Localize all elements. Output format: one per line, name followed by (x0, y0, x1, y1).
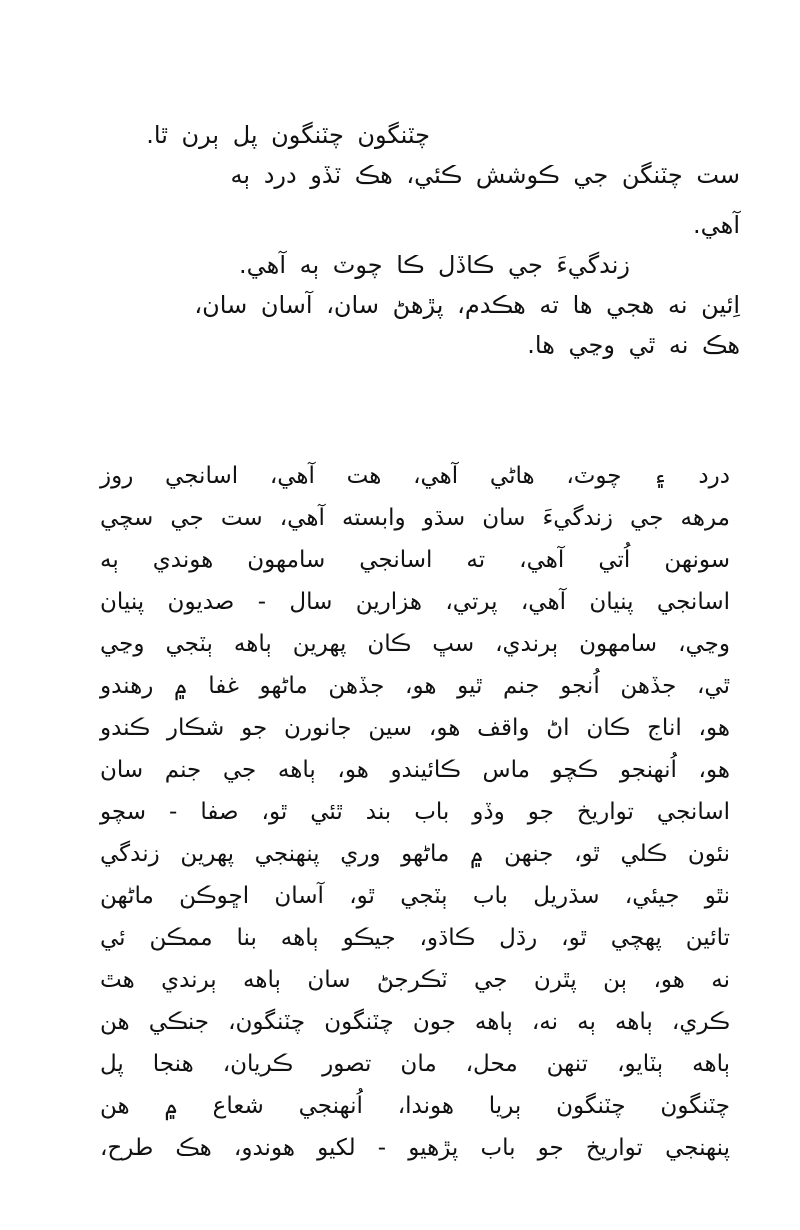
stanza-line: اِئين نه هجي ها ته هڪدم، پڙهڻ سان، آسان سان، (194, 291, 740, 319)
paragraph-line: ٿي، جڏهن اُنجو جنم ٿيو هو، جڏهن ماڻهو غفا ۾ رهندو (100, 673, 730, 699)
paragraph-line: ٻاهه ٻٽايو، تنهن محل، مان تصور ڪريان، هنجا پل (100, 1051, 730, 1077)
paragraph-line: تائين پهچي ٿو، رڌل ڪاڌو، جيڪو ٻاهه بنا ممڪن ئي (100, 925, 730, 951)
stanza-line: ست چٽنگن جي ڪوشش ڪئي، هڪ ٽڏو درد ٻه (230, 161, 740, 189)
stanza-line: آهي. (693, 211, 740, 239)
paragraph-line: چٽنگون چٽنگون ٻريا هوندا، اُنهنجي شعاع ۾ هن (100, 1093, 730, 1119)
paragraph-line: اسانجي تواريخ جو وڏو باب بند ٿئي ٿو، صفا - سچو (100, 799, 730, 825)
paragraph-line: وڃي، سامهون ٻرندي، سڀ ڪان پهرين ٻاهه ٻٽجي وڃي (100, 631, 730, 657)
paragraph-line: مرهه جي زندگيءَ سان سڌو وابسته آهي، ست جي سچي (100, 505, 730, 531)
paragraph-line: اسانجي پنيان آهي، پرتي، هزارين سال - صديون پنيان (100, 589, 730, 615)
paragraph-line: درد ۽ چوٽ، هاڻي آهي، هت آهي، اسانجي روز (100, 463, 730, 489)
stanza-line: چٽنگون چٽنگون پل ٻرن ٿا. (146, 121, 430, 149)
paragraph-line: نئون ڪلي ٿو، جنهن ۾ ماڻهو وري پنهنجي پهرين زندگي (100, 841, 730, 867)
paragraph-line: هو، اُنهنجو ڪچو ماس ڪائيندو هو، ٻاهه جي جنم سان (100, 757, 730, 783)
paragraph-line: پنهنجي تواريخ جو باب پڙهيو - لکيو هوندو، هڪ طرح، (100, 1135, 730, 1161)
paragraph-line: ڪري، ٻاهه ٻه نه، ٻاهه جون چٽنگون چٽنگون، جنڪي هن (100, 1009, 730, 1035)
paragraph-line: نٿو جيئي، سڌريل باب ٻٽجي ٿو، آسان اڇوڪن ماڻهن (100, 883, 730, 909)
stanza-line: زندگيءَ جي ڪاڏل ڪا چوٽ ٻه آهي. (239, 251, 630, 279)
paragraph-line: هو، اناج ڪان اڻ واقف هو، سين جانورن جو شڪار ڪندو (100, 715, 730, 741)
paragraph-line: نه هو، ٻن پٿرن جي ٽڪرجڻ سان ٻاهه ٻرندي هٿ (100, 967, 730, 993)
paragraph-line: سونهن اُتي آهي، ته اسانجي سامهون هوندي ٻه (100, 547, 730, 573)
stanza-line: هڪ نه ٿي وڃي ها. (527, 331, 740, 359)
body-paragraph (100, 455, 730, 1169)
